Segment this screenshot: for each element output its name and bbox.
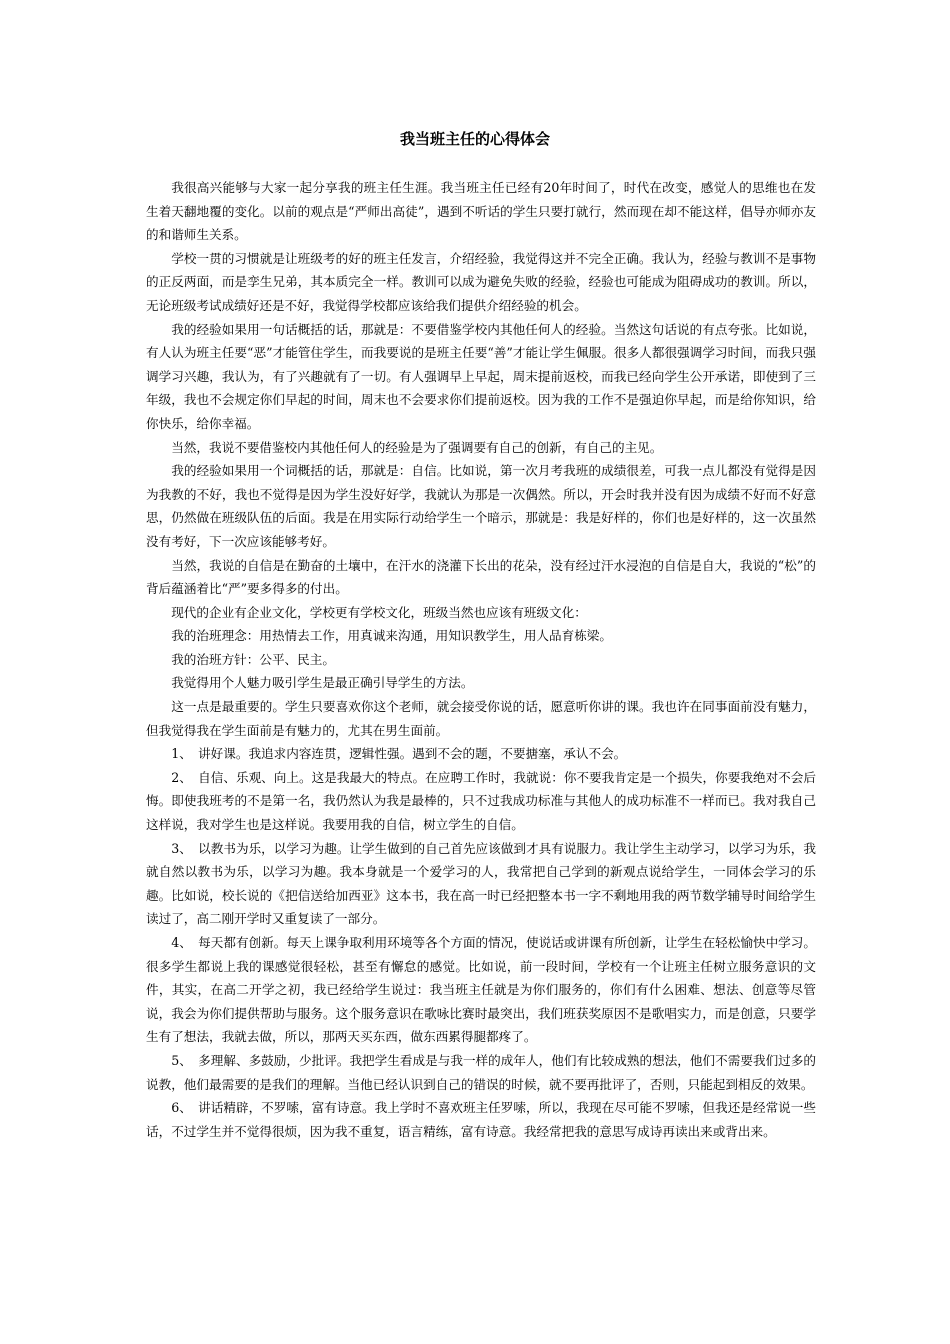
document-body — [146, 176, 816, 1143]
paragraph: 我觉得用个人魅力吸引学生是最正确引导学生的方法。 — [171, 675, 474, 691]
paragraph: 现代的企业有企业文化，学校更有学校文化，班级当然也应该有班级文化： — [171, 604, 587, 620]
paragraph: 这一点是最重要的。学生只要喜欢你这个老师，就会接受你说的话，愿意听你讲的课。我也许在同事面前没有魅力，但我觉得我在学生面前是有魅力的，尤其在男生面前。 — [146, 699, 816, 738]
list-item: 3、 以教书为乐，以学习为趣。让学生做到的自己首先应该做到才具有说服力。我让学生主动学习，以学习为乐，我就自然以教书为乐，以学习为趣。我本身就是一个爱学习的人，我常把自己学到的新观点说给学生，一同体会学习的乐趣。比如说，校长说的《把信送给加西亚》这本书，我在高一时已经把整本书一字不剩地用我的两节数学辅导时间给学生读过了，高二刚开学时又重复读了一部分。 — [146, 840, 816, 927]
list-item: 1、 讲好课。我追求内容连贯，逻辑性强。遇到不会的题，不要搪塞，承认不会。 — [171, 746, 627, 762]
paragraph: 学校一贯的习惯就是让班级考的好的班主任发言，介绍经验，我觉得这并不完全正确。我认为，经验与教训不是事物的正反两面，而是孪生兄弟，其本质完全一样。教训可以成为避免失败的经验，经验也可能成为阻碍成功的教训。所以，无论班级考试成绩好还是不好，我觉得学校都应该给我们提供介绍经验的机会。 — [146, 250, 816, 313]
document-title: 我当班主任的心得体会 — [399, 130, 550, 148]
paragraph: 我的经验如果用一个词概括的话，那就是：自信。比如说，第一次月考我班的成绩很差，可我一点儿都没有觉得是因为我教的不好，我也不觉得是因为学生没好好学，我就认为那是一次偶然。所以，开会时我并没有因为成绩不好而不好意思，仍然做在班级队伍的后面。我是在用实际行动给学生一个暗示，那就是：我是好样的，你们也是好样的，这一次虽然没有考好，下一次应该能够考好。 — [146, 463, 816, 549]
paragraph: 我的经验如果用一句话概括的话，那就是：不要借鉴学校内其他任何人的经验。当然这句话说的有点夸张。比如说，有人认为班主任要“恶”才能管住学生，而我要说的是班主任要“善”才能让学生佩服。很多人都很强调学习时间，而我只强调学习兴趣，我认为，有了兴趣就有了一切。有人强调早上早起，周末提前返校，而我已经向学生公开承诺，即使到了三年级，我也不会规定你们早起的时间，周末也不会要求你们提前返校。因为我的工作不是强迫你早起，而是给你知识，给你快乐，给你幸福。 — [146, 321, 816, 431]
list-item: 5、 多理解、多鼓励，少批评。我把学生看成是与我一样的成年人，他们有比较成熟的想法，他们不需要我们过多的说教，他们最需要的是我们的理解。当他已经认识到自己的错误的时候，就不要再批评了，否则，只能起到相反的效果。 — [146, 1052, 816, 1092]
paragraph: 当然，我说不要借鉴校内其他任何人的经验是为了强调要有自己的创新，有自己的主见。 — [171, 439, 663, 455]
paragraph: 当然，我说的自信是在勤奋的土壤中，在汗水的浇灌下长出的花朵，没有经过汗水浸泡的自信是自大，我说的“松”的背后蕴涵着比“严”要多得多的付出。 — [146, 557, 816, 597]
paragraph: 我的治班方针：公平、民主。 — [171, 651, 335, 667]
paragraph: 我很高兴能够与大家一起分享我的班主任生涯。我当班主任已经有20年时间了，时代在改变，感觉人的思维也在发生着天翻地覆的变化。以前的观点是“严师出高徒”，遇到不听话的学生只要打就行，然而现在却不能这样，倡导亦师亦友的和谐师生关系。 — [146, 180, 816, 243]
list-item: 6、 讲话精辟，不罗嗦，富有诗意。我上学时不喜欢班主任罗嗦，所以，我现在尽可能不罗嗦，但我还是经常说一些话，不过学生并不觉得很烦，因为我不重复，语言精练，富有诗意。我经常把我的意思写成诗再读出来或背出来。 — [146, 1100, 816, 1139]
list-item: 4、 每天都有创新。每天上课争取利用环境等各个方面的情况，使说话或讲课有所创新，让学生在轻松愉快中学习。很多学生都说上我的课感觉很轻松，甚至有懈怠的感觉。比如说，前一段时间，学校有一个让班主任树立服务意识的文件，其实，在高二开学之初，我已经给学生说过：我当班主任就是为你们服务的，你们有什么困难、想法、创意等尽管说，我会为你们提供帮助与服务。这个服务意识在歌咏比赛时最突出，我们班获奖原因不是歌唱实力，而是创意，只要学生有了想法，我就去做，所以，那两天买东西，做东西累得腿都疼了。 — [146, 935, 816, 1045]
paragraph: 我的治班理念：用热情去工作，用真诚来沟通，用知识教学生，用人品育栋梁。 — [171, 628, 612, 644]
list-item: 2、 自信、乐观、向上。这是我最大的特点。在应聘工作时，我就说：你不要我肯定是一个损失，你要我绝对不会后悔。即使我班考的不是第一名，我仍然认为我是最棒的，只不过我成功标准与其他人的成功标准不一样而已。我对我自己这样说，我对学生也是这样说。我要用我的自信，树立学生的自信。 — [146, 769, 816, 833]
